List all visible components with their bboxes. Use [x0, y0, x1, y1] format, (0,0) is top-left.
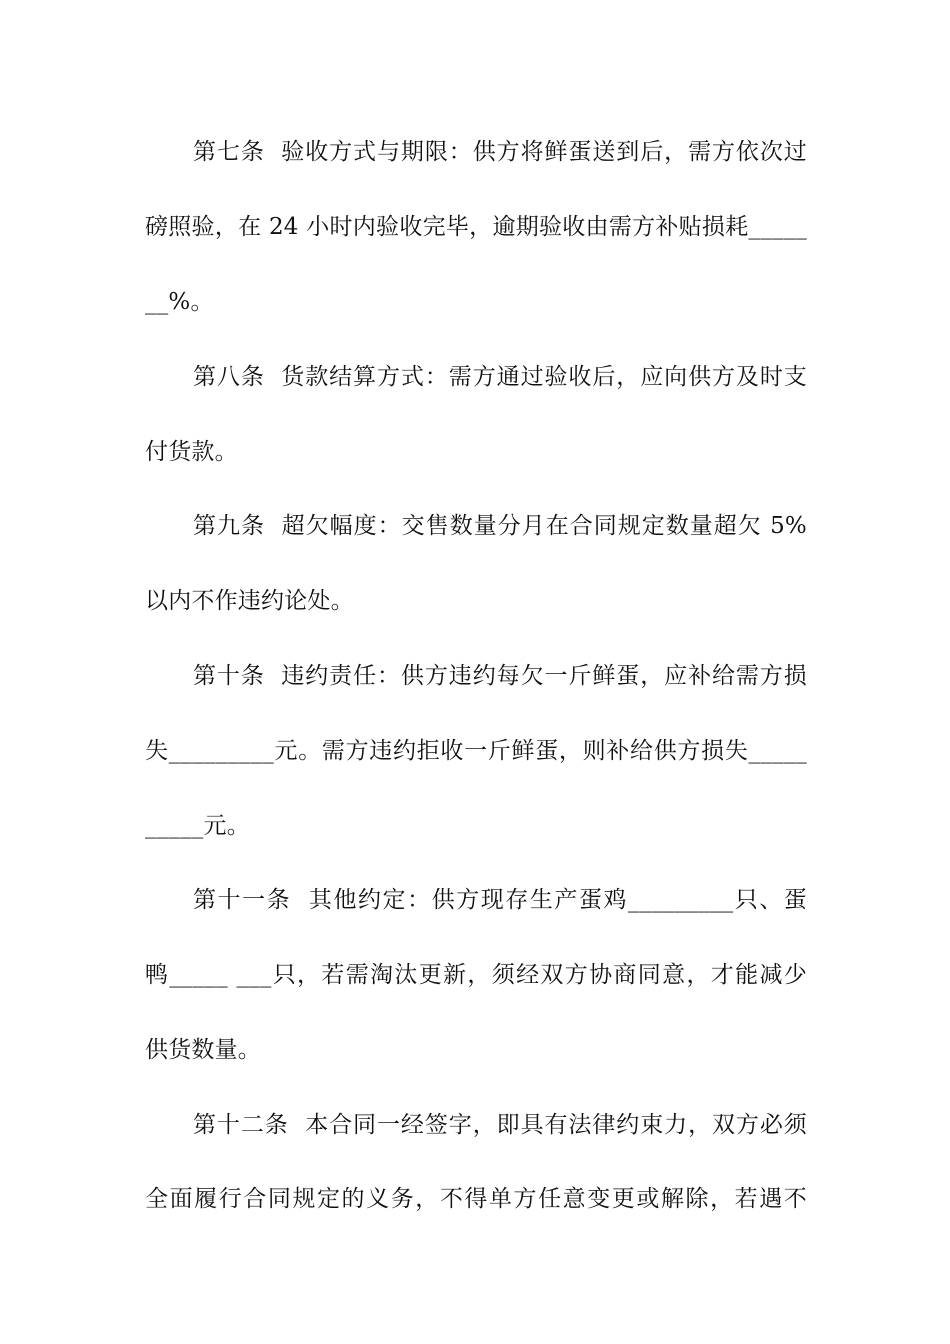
article-11-line-1: 第十一条 其他约定：供方现存生产蛋鸡_________只、蛋	[193, 887, 807, 913]
article-7-line-1: 第七条 验收方式与期限：供方将鲜蛋送到后，需方依次过	[193, 139, 807, 165]
article-7-line-2: 磅照验，在 24 小时内验收完毕，逾期验收由需方补贴损耗_____	[145, 214, 807, 240]
article-10-line-1: 第十条 违约责任：供方违约每欠一斤鲜蛋，应补给需方损	[193, 663, 807, 689]
article-8-line-2: 付货款。	[145, 439, 238, 465]
article-11-line-2: 鸭_____ ___只，若需淘汰更新，须经双方协商同意，才能减少	[145, 962, 807, 988]
article-7-line-3: __%。	[145, 289, 214, 315]
article-8-line-1: 第八条 货款结算方式：需方通过验收后，应向供方及时支	[193, 364, 807, 390]
article-9-line-2: 以内不作违约论处。	[145, 588, 354, 614]
article-11-line-3: 供货数量。	[145, 1037, 261, 1063]
article-10-line-2: 失_________元。需方违约拒收一斤鲜蛋，则补给供方损失_____	[145, 738, 807, 764]
article-12-line-1: 第十二条 本合同一经签字，即具有法律约束力，双方必须	[193, 1112, 807, 1138]
article-9-line-1: 第九条 超欠幅度：交售数量分月在合同规定数量超欠 5%	[193, 513, 807, 539]
article-12-line-2: 全面履行合同规定的义务，不得单方任意变更或解除，若遇不	[145, 1186, 807, 1212]
article-10-line-3: _____元。	[145, 813, 250, 839]
